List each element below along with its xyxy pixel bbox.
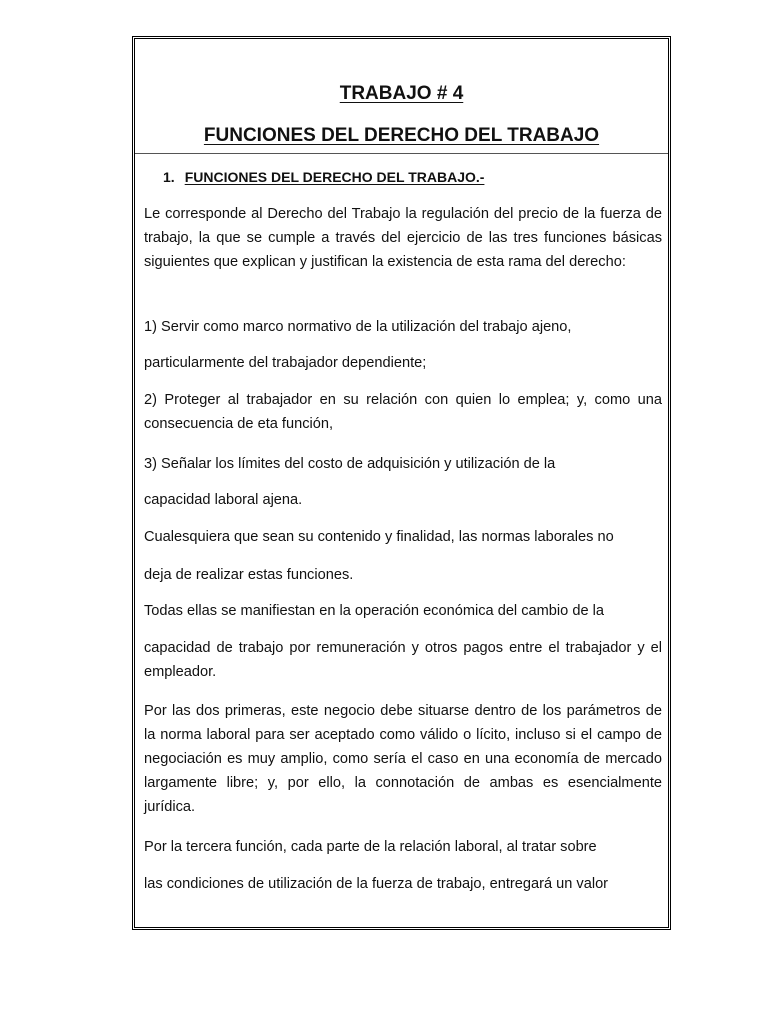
section-heading-text: FUNCIONES DEL DERECHO DEL TRABAJO.- (184, 169, 485, 185)
paragraph: Por la tercera función, cada parte de la relación laboral, al tratar sobre (144, 839, 597, 855)
paragraph: particularmente del trabajador dependiente; (144, 355, 427, 371)
paragraph: deja de realizar estas funciones. (144, 567, 354, 583)
document-title: TRABAJO # 4 (339, 83, 464, 104)
section-heading (163, 169, 484, 185)
section-number: 1. (163, 169, 175, 185)
paragraph: Por las dos primeras, este negocio debe situarse dentro de los parámetros de la norma laboral para ser aceptado como válido o lícito, incluso si el campo de negociación es muy amplio, como sería el caso en una economía de mercado largamente libre; y, por ello, la connotación de ambas es esencialmente jurídica. (144, 703, 662, 815)
paragraph: Cualesquiera que sean su contenido y finalidad, las normas laborales no (144, 529, 614, 545)
paragraph: 2) Proteger al trabajador en su relación con quien lo emplea; y, como una consecuencia de eta función, (144, 392, 662, 432)
paragraph: Le corresponde al Derecho del Trabajo la regulación del precio de la fuerza de trabajo, la que se cumple a través del ejercicio de las tres funciones básicas siguientes que explican y justifican la existencia de esta rama del derecho: (144, 206, 662, 270)
document-page (132, 36, 671, 930)
header-divider (135, 153, 668, 154)
paragraph: las condiciones de utilización de la fuerza de trabajo, entregará un valor (144, 876, 609, 892)
paragraph: Todas ellas se manifiestan en la operación económica del cambio de la (144, 603, 604, 619)
paragraph: capacidad de trabajo por remuneración y otros pagos entre el trabajador y el empleador. (144, 640, 662, 680)
paragraph: 3) Señalar los límites del costo de adquisición y utilización de la (144, 456, 556, 472)
paragraph: capacidad laboral ajena. (144, 492, 303, 508)
paragraph: 1) Servir como marco normativo de la utilización del trabajo ajeno, (144, 319, 572, 335)
document-subtitle: FUNCIONES DEL DERECHO DEL TRABAJO (203, 125, 600, 146)
